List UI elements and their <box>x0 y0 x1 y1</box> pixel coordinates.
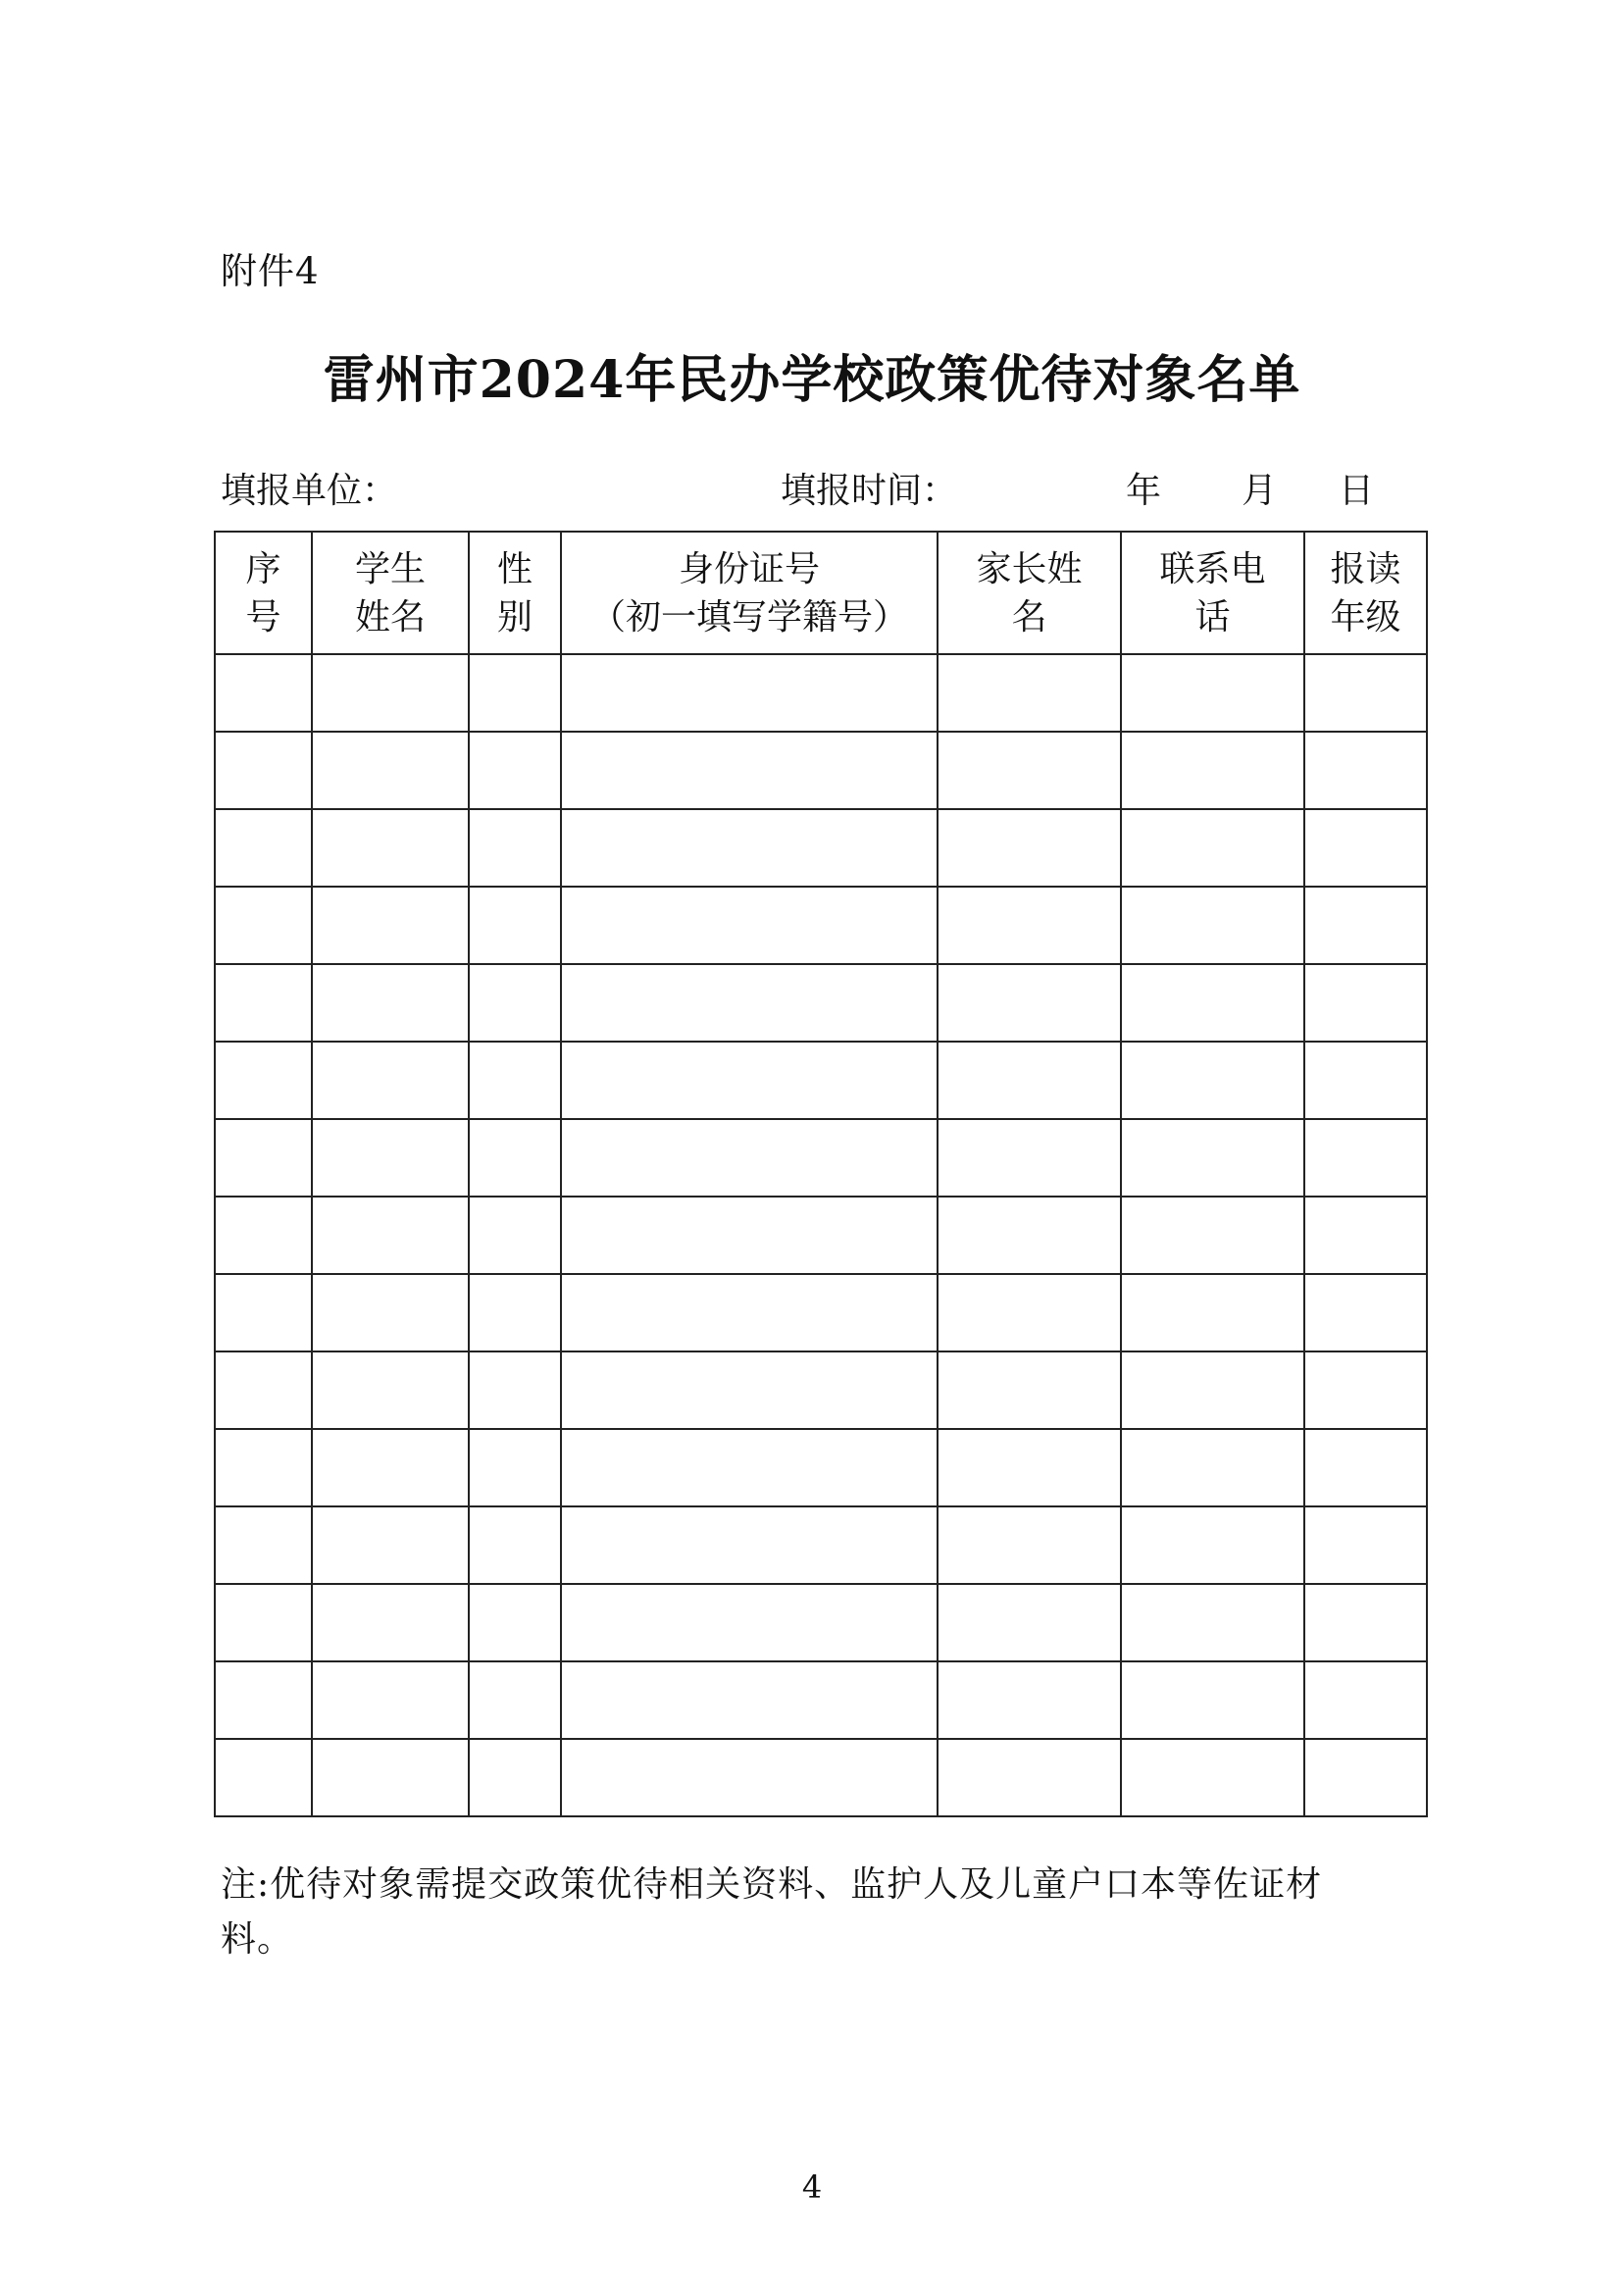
table-cell-serial-number <box>215 1119 312 1197</box>
table-cell-grade <box>1304 1739 1427 1816</box>
table-cell-serial-number <box>215 1197 312 1274</box>
header-gender-line1: 性 <box>496 548 533 589</box>
roster-table <box>214 531 1428 1817</box>
month-label: 月 <box>1242 471 1278 511</box>
table-cell-phone <box>1121 809 1304 887</box>
table-cell-serial-number <box>215 809 312 887</box>
table-cell-student-name <box>312 1042 469 1119</box>
table-cell-gender <box>469 1351 561 1429</box>
table-cell-parent-name <box>938 1506 1121 1584</box>
table-cell-id-number <box>561 1119 938 1197</box>
header-id-number-line1: 身份证号 <box>678 548 820 589</box>
table-cell-serial-number <box>215 1661 312 1739</box>
table-cell-grade <box>1304 964 1427 1042</box>
table-cell-id-number <box>561 1429 938 1506</box>
table-cell-grade <box>1304 1429 1427 1506</box>
table-cell-id-number <box>561 1661 938 1739</box>
header-gender <box>469 532 561 654</box>
table-cell-student-name <box>312 732 469 809</box>
table-cell-id-number <box>561 964 938 1042</box>
attachment-label: 附件4 <box>221 250 320 292</box>
table-cell-phone <box>1121 1119 1304 1197</box>
header-parent-name-line2: 名 <box>1011 596 1047 637</box>
table-cell-serial-number <box>215 1351 312 1429</box>
fill-unit-label: 填报单位： <box>221 471 398 511</box>
table-cell-gender <box>469 1661 561 1739</box>
table-cell-grade <box>1304 1584 1427 1661</box>
table-cell-gender <box>469 1119 561 1197</box>
table-cell-serial-number <box>215 1429 312 1506</box>
table-cell-serial-number <box>215 1042 312 1119</box>
table-cell-grade <box>1304 1351 1427 1429</box>
table-cell-parent-name <box>938 1042 1121 1119</box>
table-cell-parent-name <box>938 1197 1121 1274</box>
table-row <box>215 887 1427 964</box>
table-row <box>215 1661 1427 1739</box>
table-cell-gender <box>469 1042 561 1119</box>
header-phone-line1: 联系电 <box>1159 548 1266 589</box>
table-cell-id-number <box>561 1584 938 1661</box>
table-cell-gender <box>469 1506 561 1584</box>
table-cell-grade <box>1304 1119 1427 1197</box>
table-cell-phone <box>1121 1197 1304 1274</box>
header-id-number <box>561 532 938 654</box>
document-title: 雷州市2024年民办学校政策优待对象名单 <box>323 350 1301 410</box>
table-cell-serial-number <box>215 887 312 964</box>
table-cell-parent-name <box>938 654 1121 732</box>
table-cell-id-number <box>561 1197 938 1274</box>
page-number: 4 <box>801 2168 823 2206</box>
table-cell-parent-name <box>938 1274 1121 1351</box>
header-gender-line2: 别 <box>496 596 533 637</box>
header-parent-name <box>938 532 1121 654</box>
table-cell-parent-name <box>938 732 1121 809</box>
header-parent-name-line1: 家长姓 <box>976 548 1083 589</box>
table-cell-phone <box>1121 1429 1304 1506</box>
table-cell-phone <box>1121 964 1304 1042</box>
table-cell-parent-name <box>938 1119 1121 1197</box>
table-cell-id-number <box>561 1739 938 1816</box>
table-cell-parent-name <box>938 887 1121 964</box>
table-cell-phone <box>1121 1661 1304 1739</box>
table-cell-student-name <box>312 1584 469 1661</box>
table-row <box>215 1739 1427 1816</box>
table-cell-phone <box>1121 1584 1304 1661</box>
table-cell-gender <box>469 1584 561 1661</box>
table-cell-grade <box>1304 732 1427 809</box>
table-cell-serial-number <box>215 1506 312 1584</box>
table-row <box>215 1197 1427 1274</box>
table-cell-gender <box>469 809 561 887</box>
header-serial-number-line1: 序 <box>245 548 281 589</box>
table-cell-grade <box>1304 1506 1427 1584</box>
table-row <box>215 1584 1427 1661</box>
table-cell-serial-number <box>215 654 312 732</box>
table-cell-id-number <box>561 654 938 732</box>
table-cell-grade <box>1304 1661 1427 1739</box>
year-label: 年 <box>1126 471 1162 511</box>
table-cell-gender <box>469 887 561 964</box>
header-phone-line2: 话 <box>1194 596 1231 637</box>
table-cell-phone <box>1121 887 1304 964</box>
table-cell-id-number <box>561 1042 938 1119</box>
table-cell-gender <box>469 964 561 1042</box>
table-cell-student-name <box>312 1429 469 1506</box>
table-cell-gender <box>469 1274 561 1351</box>
table-cell-student-name <box>312 1739 469 1816</box>
table-header-row <box>215 532 1427 654</box>
table-cell-serial-number <box>215 1274 312 1351</box>
table-row <box>215 964 1427 1042</box>
table-row <box>215 732 1427 809</box>
table-cell-student-name <box>312 1506 469 1584</box>
header-serial-number-line2: 号 <box>245 596 281 637</box>
table-cell-grade <box>1304 1042 1427 1119</box>
table-cell-parent-name <box>938 964 1121 1042</box>
table-cell-phone <box>1121 1274 1304 1351</box>
table-cell-id-number <box>561 1506 938 1584</box>
table-cell-phone <box>1121 732 1304 809</box>
table-cell-student-name <box>312 1119 469 1197</box>
header-grade-line2: 年级 <box>1330 596 1401 637</box>
table-cell-phone <box>1121 654 1304 732</box>
table-cell-id-number <box>561 887 938 964</box>
roster-table-body <box>215 654 1427 1816</box>
table-cell-student-name <box>312 654 469 732</box>
table-cell-parent-name <box>938 1351 1121 1429</box>
header-grade <box>1304 532 1427 654</box>
day-label: 日 <box>1339 471 1375 511</box>
table-row <box>215 1274 1427 1351</box>
table-cell-id-number <box>561 1351 938 1429</box>
table-cell-parent-name <box>938 1739 1121 1816</box>
table-cell-id-number <box>561 809 938 887</box>
footnote-line2: 料。 <box>221 1919 294 1960</box>
table-cell-parent-name <box>938 809 1121 887</box>
table-cell-student-name <box>312 1197 469 1274</box>
table-cell-student-name <box>312 1661 469 1739</box>
footnote <box>221 1858 1437 1967</box>
table-row <box>215 1042 1427 1119</box>
footnote-line1: 注:优待对象需提交政策优待相关资料、监护人及儿童户口本等佐证材 <box>221 1864 1323 1905</box>
table-cell-id-number <box>561 1274 938 1351</box>
table-cell-grade <box>1304 887 1427 964</box>
fill-time-label: 填报时间： <box>781 471 958 511</box>
table-cell-id-number <box>561 732 938 809</box>
table-cell-parent-name <box>938 1584 1121 1661</box>
table-row <box>215 654 1427 732</box>
header-grade-line1: 报读 <box>1330 548 1401 589</box>
table-cell-grade <box>1304 654 1427 732</box>
table-cell-gender <box>469 732 561 809</box>
table-cell-gender <box>469 1197 561 1274</box>
table-cell-serial-number <box>215 732 312 809</box>
table-row <box>215 1119 1427 1197</box>
table-cell-serial-number <box>215 1584 312 1661</box>
header-student-name-line2: 姓名 <box>354 596 426 637</box>
table-cell-phone <box>1121 1351 1304 1429</box>
table-cell-grade <box>1304 1274 1427 1351</box>
table-row <box>215 1429 1427 1506</box>
table-row <box>215 1506 1427 1584</box>
table-cell-phone <box>1121 1739 1304 1816</box>
table-cell-student-name <box>312 1351 469 1429</box>
table-cell-grade <box>1304 809 1427 887</box>
table-cell-student-name <box>312 1274 469 1351</box>
header-phone <box>1121 532 1304 654</box>
header-id-number-line2: （初一填写学籍号） <box>589 596 908 637</box>
table-cell-parent-name <box>938 1429 1121 1506</box>
table-cell-student-name <box>312 887 469 964</box>
table-row <box>215 1351 1427 1429</box>
table-cell-serial-number <box>215 1739 312 1816</box>
table-cell-grade <box>1304 1197 1427 1274</box>
table-cell-student-name <box>312 809 469 887</box>
header-serial-number <box>215 532 312 654</box>
table-cell-gender <box>469 654 561 732</box>
table-cell-parent-name <box>938 1661 1121 1739</box>
table-cell-gender <box>469 1739 561 1816</box>
table-cell-phone <box>1121 1042 1304 1119</box>
table-cell-phone <box>1121 1506 1304 1584</box>
header-student-name-line1: 学生 <box>354 548 426 589</box>
table-cell-serial-number <box>215 964 312 1042</box>
table-row <box>215 809 1427 887</box>
table-cell-student-name <box>312 964 469 1042</box>
table-cell-gender <box>469 1429 561 1506</box>
header-student-name <box>312 532 469 654</box>
